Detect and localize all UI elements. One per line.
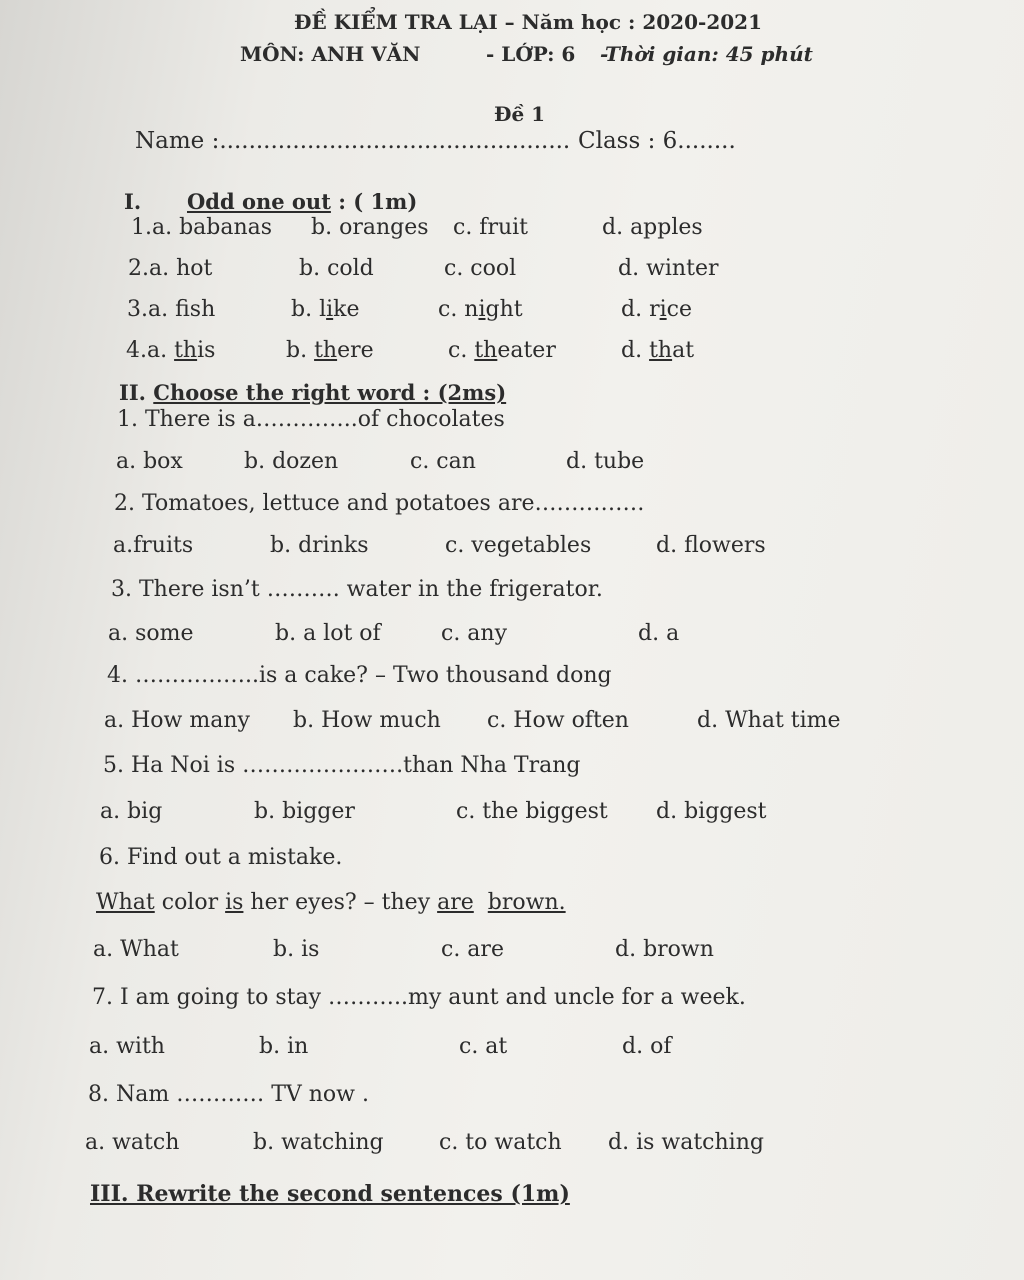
s2-q3-option-d: d. a [638,621,680,646]
s2-q8-option-a: a. watch [85,1130,180,1155]
s2-q2-option-a: a.fruits [113,533,194,558]
exam-title: ĐỀ KIỂM TRA LẠI – Năm học : 2020-2021 [294,10,762,34]
section1-number: I. [124,189,142,214]
s2-q1-option-b: b. dozen [244,449,339,474]
exam-grade: - LỚP: 6 [486,42,576,66]
s2-q4-option-d: d. What time [697,708,841,733]
s1-q1-option-c: c. fruit [453,215,529,240]
section1-heading [187,189,417,214]
s2-q4-stem: 4. ……………..is a cake? – Two thousand dong [107,663,612,688]
s1-q3-option-d: d. rice [621,297,692,322]
s2-q4-option-c: c. How often [487,708,629,733]
s1-q3-option-a: 3.a. fsh [127,297,216,322]
s2-q4-option-a: a. How many [104,708,250,733]
s2-q2-option-d: d. flowers [656,533,766,558]
s2-q6-option-c: c. are [441,937,504,962]
section3-title: III. Rewrite the second sentences (1m) [90,1181,570,1207]
s2-q3-option-b: b. a lot of [275,621,381,646]
s2-q8-option-c: c. to watch [439,1130,562,1155]
s1-q3-option-b: b. like [291,297,360,322]
s2-q1-option-a: a. box [116,449,183,474]
s2-q8-option-b: b. watching [253,1130,384,1155]
s1-q4-option-b: b. there [286,338,374,363]
s2-q2-option-b: b. drinks [270,533,369,558]
s2-q7-stem: 7. I am going to stay ………..my aunt and uncle for a week. [92,985,746,1010]
s2-q1-stem: 1. There is a…………..of chocolates [117,407,505,432]
section2-title: Choose the right word : (2ms) [153,380,507,405]
class-field-label: Class : 6........ [578,128,736,154]
exam-subject: MÔN: ANH VĂN [240,42,421,66]
s2-q5-stem: 5. Ha Noi is ………………….than Nha Trang [103,753,581,778]
s2-q5-option-d: d. biggest [656,799,767,824]
s2-q1-option-c: c. can [410,449,476,474]
s2-q2-stem: 2. Tomatoes, lettuce and potatoes are…………… [114,491,645,516]
s2-q6-stem: 6. Find out a mistake. [99,845,343,870]
s1-q4-option-a: 4.a. this [126,338,216,363]
section2-number: II. [119,380,146,405]
s2-q6-option-a: a. What [93,937,179,962]
s2-q5-option-c: c. the biggest [456,799,608,824]
s2-q7-option-c: c. at [459,1034,508,1059]
s2-q5-option-a: a. big [100,799,163,824]
s1-q2-option-d: d. winter [618,256,719,281]
s2-q4-option-b: b. How much [293,708,441,733]
s1-q4-option-d: d. that [621,338,695,363]
s2-q2-option-c: c. vegetables [445,533,592,558]
section2-heading [119,380,506,405]
s2-q1-option-d: d. tube [566,449,645,474]
s2-q5-option-b: b. bigger [254,799,355,824]
exam-time: -Thời gian: 45 phút [600,42,813,66]
s2-q6-sentence: What color is her eyes? – they are brown. [96,890,566,915]
s2-q7-option-b: b. in [259,1034,309,1059]
section1-points: : ( 1m) [330,189,418,214]
s2-q8-option-d: d. is watching [608,1130,764,1155]
s2-q7-option-a: a. with [89,1034,165,1059]
s1-q2-option-b: b. cold [299,256,374,281]
s2-q6-option-b: b. is [273,937,320,962]
s1-q2-option-c: c. cool [444,256,517,281]
s1-q3-option-c: c. night [438,297,523,322]
section1-title: Odd one out [187,189,331,214]
s2-q6-option-d: d. brown [615,937,714,962]
s2-q3-stem: 3. There isn’t ………. water in the frigerator. [111,577,603,602]
s1-q1-option-a: 1.a. babanas [131,215,273,240]
name-field-label: Name :................................................ [135,128,571,154]
s2-q3-option-c: c. any [441,621,508,646]
s2-q3-option-a: a. some [108,621,194,646]
s1-q4-option-c: c. theater [448,338,556,363]
exam-code: Đề 1 [494,102,546,126]
s1-q1-option-b: b. oranges [311,215,429,240]
s2-q8-stem: 8. Nam ………… TV now . [88,1082,369,1107]
s1-q2-option-a: 2.a. hot [128,256,213,281]
s2-q7-option-d: d. of [622,1034,672,1059]
s1-q1-option-d: d. apples [602,215,703,240]
